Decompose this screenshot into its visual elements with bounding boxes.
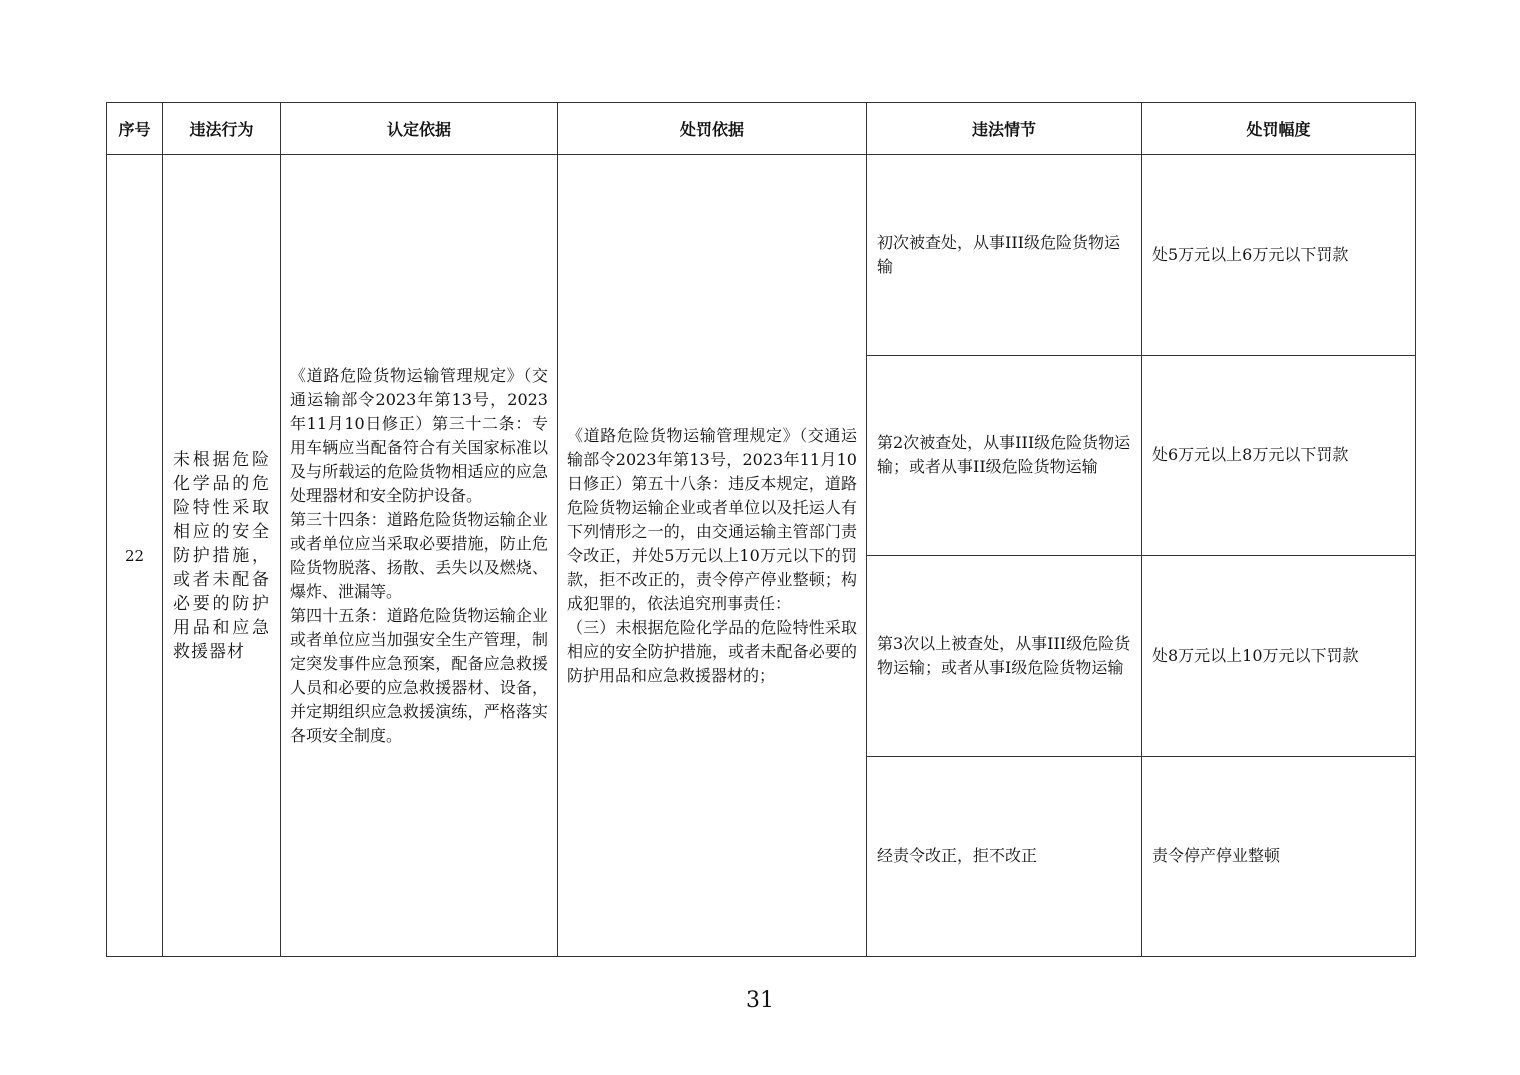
basis-paragraph: 第三十四条：道路危险货物运输企业或者单位应当采取必要措施，防止危险货物脱落、扬散、丢失以及燃烧、爆炸、泄漏等。: [290, 509, 548, 601]
circumstance-cell: 第3次以上被查处，从事III级危险货物运输；或者从事I级危险货物运输: [867, 556, 1142, 757]
basis-paragraph: 第四十五条：道路危险货物运输企业或者单位应当加强安全生产管理，制定突发事件应急预案，配备应急救援人员和必要的应急救援器材、设备，并定期组织应急救援演练，严格落实各项安全制度。: [290, 605, 548, 745]
penalty-basis-paragraph: （三）未根据危险化学品的危险特性采取相应的安全防护措施，或者未配备必要的防护用品和应急救援器材的；: [567, 617, 857, 685]
circumstance-cell: 经责令改正，拒不改正: [867, 756, 1142, 957]
header-basis: 认定依据: [281, 103, 558, 155]
header-act: 违法行为: [163, 103, 281, 155]
circumstance-cell: 第2次被查处，从事III级危险货物运输；或者从事II级危险货物运输: [867, 355, 1142, 556]
range-cell: 处8万元以上10万元以下罚款: [1142, 556, 1416, 757]
basis-paragraph: 《道路危险货物运输管理规定》（交通运输部令2023年第13号，2023年11月10日修正）第三十二条：专用车辆应当配备符合有关国家标准以及与所载运的危险货物相适应的应急处理器材和安全防护设备。: [290, 365, 548, 505]
penalty-basis-paragraph: 《道路危险货物运输管理规定》（交通运输部令2023年第13号，2023年11月10日修正）第五十八条：违反本规定，道路危险货物运输企业或者单位以及托运人有下列情形之一的，由交通运输主管部门责令改正，并处5万元以上10万元以下的罚款，拒不改正的，责令停产停业整顿；构成犯罪的，依法追究刑事责任：: [567, 425, 857, 613]
page-number: 31: [746, 988, 774, 1013]
seq-cell: 22: [107, 155, 163, 957]
penalty-basis-cell: [558, 155, 867, 957]
act-cell: [163, 155, 281, 957]
range-cell: 责令停产停业整顿: [1142, 756, 1416, 957]
range-cell: 处6万元以上8万元以下罚款: [1142, 355, 1416, 556]
header-range: 处罚幅度: [1142, 103, 1416, 155]
header-seq: 序号: [107, 103, 163, 155]
header-penalty-basis: 处罚依据: [558, 103, 867, 155]
act-text: 未根据危险化学品的危险特性采取相应的安全防护措施，或者未配备必要的防护用品和应急救援器材: [173, 449, 270, 662]
basis-cell: [281, 155, 558, 957]
table-header-row: [107, 103, 1416, 155]
penalty-table: [106, 102, 1416, 957]
table-row: [107, 155, 1416, 356]
circumstance-cell: 初次被查处，从事III级危险货物运输: [867, 155, 1142, 356]
range-cell: 处5万元以上6万元以下罚款: [1142, 155, 1416, 356]
header-circumstance: 违法情节: [867, 103, 1142, 155]
